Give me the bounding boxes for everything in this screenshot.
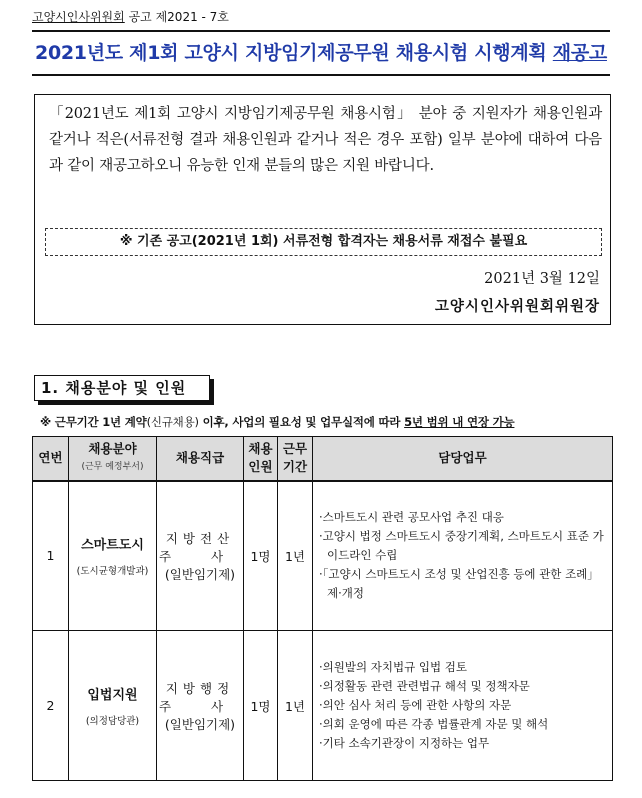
row-duties [313,481,613,631]
grade-line-1: 지방행정 [165,680,235,696]
header-field-sub: (근무 예정부서) [81,462,144,473]
section-heading: 1. 채용분야 및 인원 [34,375,210,401]
field-dept: (의정담당관) [85,716,140,727]
duty-item: ·의원발의 자치법규 입법 검토 [319,660,467,674]
header-field [69,437,157,481]
table-header-row [33,437,613,481]
note-mid: 이후, 사업의 필요성 및 업무실적에 따라 [198,415,405,429]
duty-list [313,658,612,753]
header-duties: 담당업무 [313,437,613,481]
duty-item: ·의안 심사 처리 등에 관한 사항의 자문 [319,698,512,712]
duty-item: ·의정활동 관련 관련법규 해석 및 정책자문 [319,679,530,693]
emphasis-note: ※ 기존 공고(2021년 1회) 서류전형 합격자는 채용서류 재접수 불필요 [45,228,602,256]
row-period: 1년 [278,481,313,631]
row-count: 1명 [244,481,278,631]
intro-box [34,94,611,325]
row-no: 2 [33,631,69,781]
grade-line-3: (일반임기제) [164,566,236,582]
signer: 고양시인사위원회위원장 [434,298,600,315]
recruitment-table [32,436,613,781]
grade-line-1: 지방전산 [165,530,235,546]
notice-date: 2021년 3월 12일 [484,271,600,287]
duty-item: ·의회 운영에 따른 각종 법률관계 자문 및 해석 [319,717,549,731]
table-row [33,631,613,781]
duty-item: ·기타 소속기관장이 지정하는 업무 [319,736,490,750]
header-no: 연번 [33,437,69,481]
duty-list [313,508,612,603]
grade-line-3: (일반임기제) [164,716,236,732]
header-grade: 채용직급 [157,437,244,481]
title-reannounce: 재공고 [552,42,607,64]
row-field [69,481,157,631]
header-period: 근무 기간 [278,437,313,481]
row-duties [313,631,613,781]
row-count: 1명 [244,631,278,781]
table-row [33,481,613,631]
duty-item: ·「고양시 스마트도시 조성 및 산업진흥 등에 관한 조례」 제·개정 [319,567,599,601]
row-grade [157,481,244,631]
page-title [32,38,610,65]
row-grade [157,631,244,781]
intro-paragraph: 「2021년도 제1회 고양시 지방임기제공무원 채용시험」 분야 중 지원자가 채용인원과 같거나 적은(서류전형 결과 채용인원과 같거나 적은 경우 포함) 일부 분야에 대하여 다음과 같이 재공고하오니 유능한 인재 분들의 많은 지원 바랍니다. [49,106,602,174]
header-field-label: 채용분야 [88,441,137,457]
note-prefix: ※ 근무기간 1년 계약 [40,415,147,429]
notice-id: 공고 제2021 - 7호 [128,10,229,24]
note-underlined: 5년 범위 내 연장 가능 [404,415,515,429]
row-period: 1년 [278,631,313,781]
notice-number [32,8,229,25]
grade-line-2: 주 사 [158,548,242,564]
note-paren: (신규채용) [146,415,199,429]
duty-item: ·고양시 법정 스마트도시 중장기계획, 스마트도시 표준 가이드라인 수립 [319,529,604,563]
duty-item: ·스마트도시 관련 공모사업 추진 대응 [319,510,504,525]
field-name: 스마트도시 [81,538,144,554]
row-field [69,631,157,781]
title-rule-top [32,30,610,32]
field-name: 입법지원 [87,688,138,703]
work-period-note [40,414,514,430]
field-dept: (도시균형개발과) [76,566,149,578]
header-count: 채용 인원 [244,437,278,481]
title-main: 2021년도 제1회 고양시 지방임기제공무원 채용시험 시행계획 [35,42,553,64]
issuing-org: 고양시인사위원회 [32,10,125,24]
title-rule-bottom [32,74,610,76]
row-no: 1 [33,481,69,631]
grade-line-2: 주 사 [158,698,242,714]
